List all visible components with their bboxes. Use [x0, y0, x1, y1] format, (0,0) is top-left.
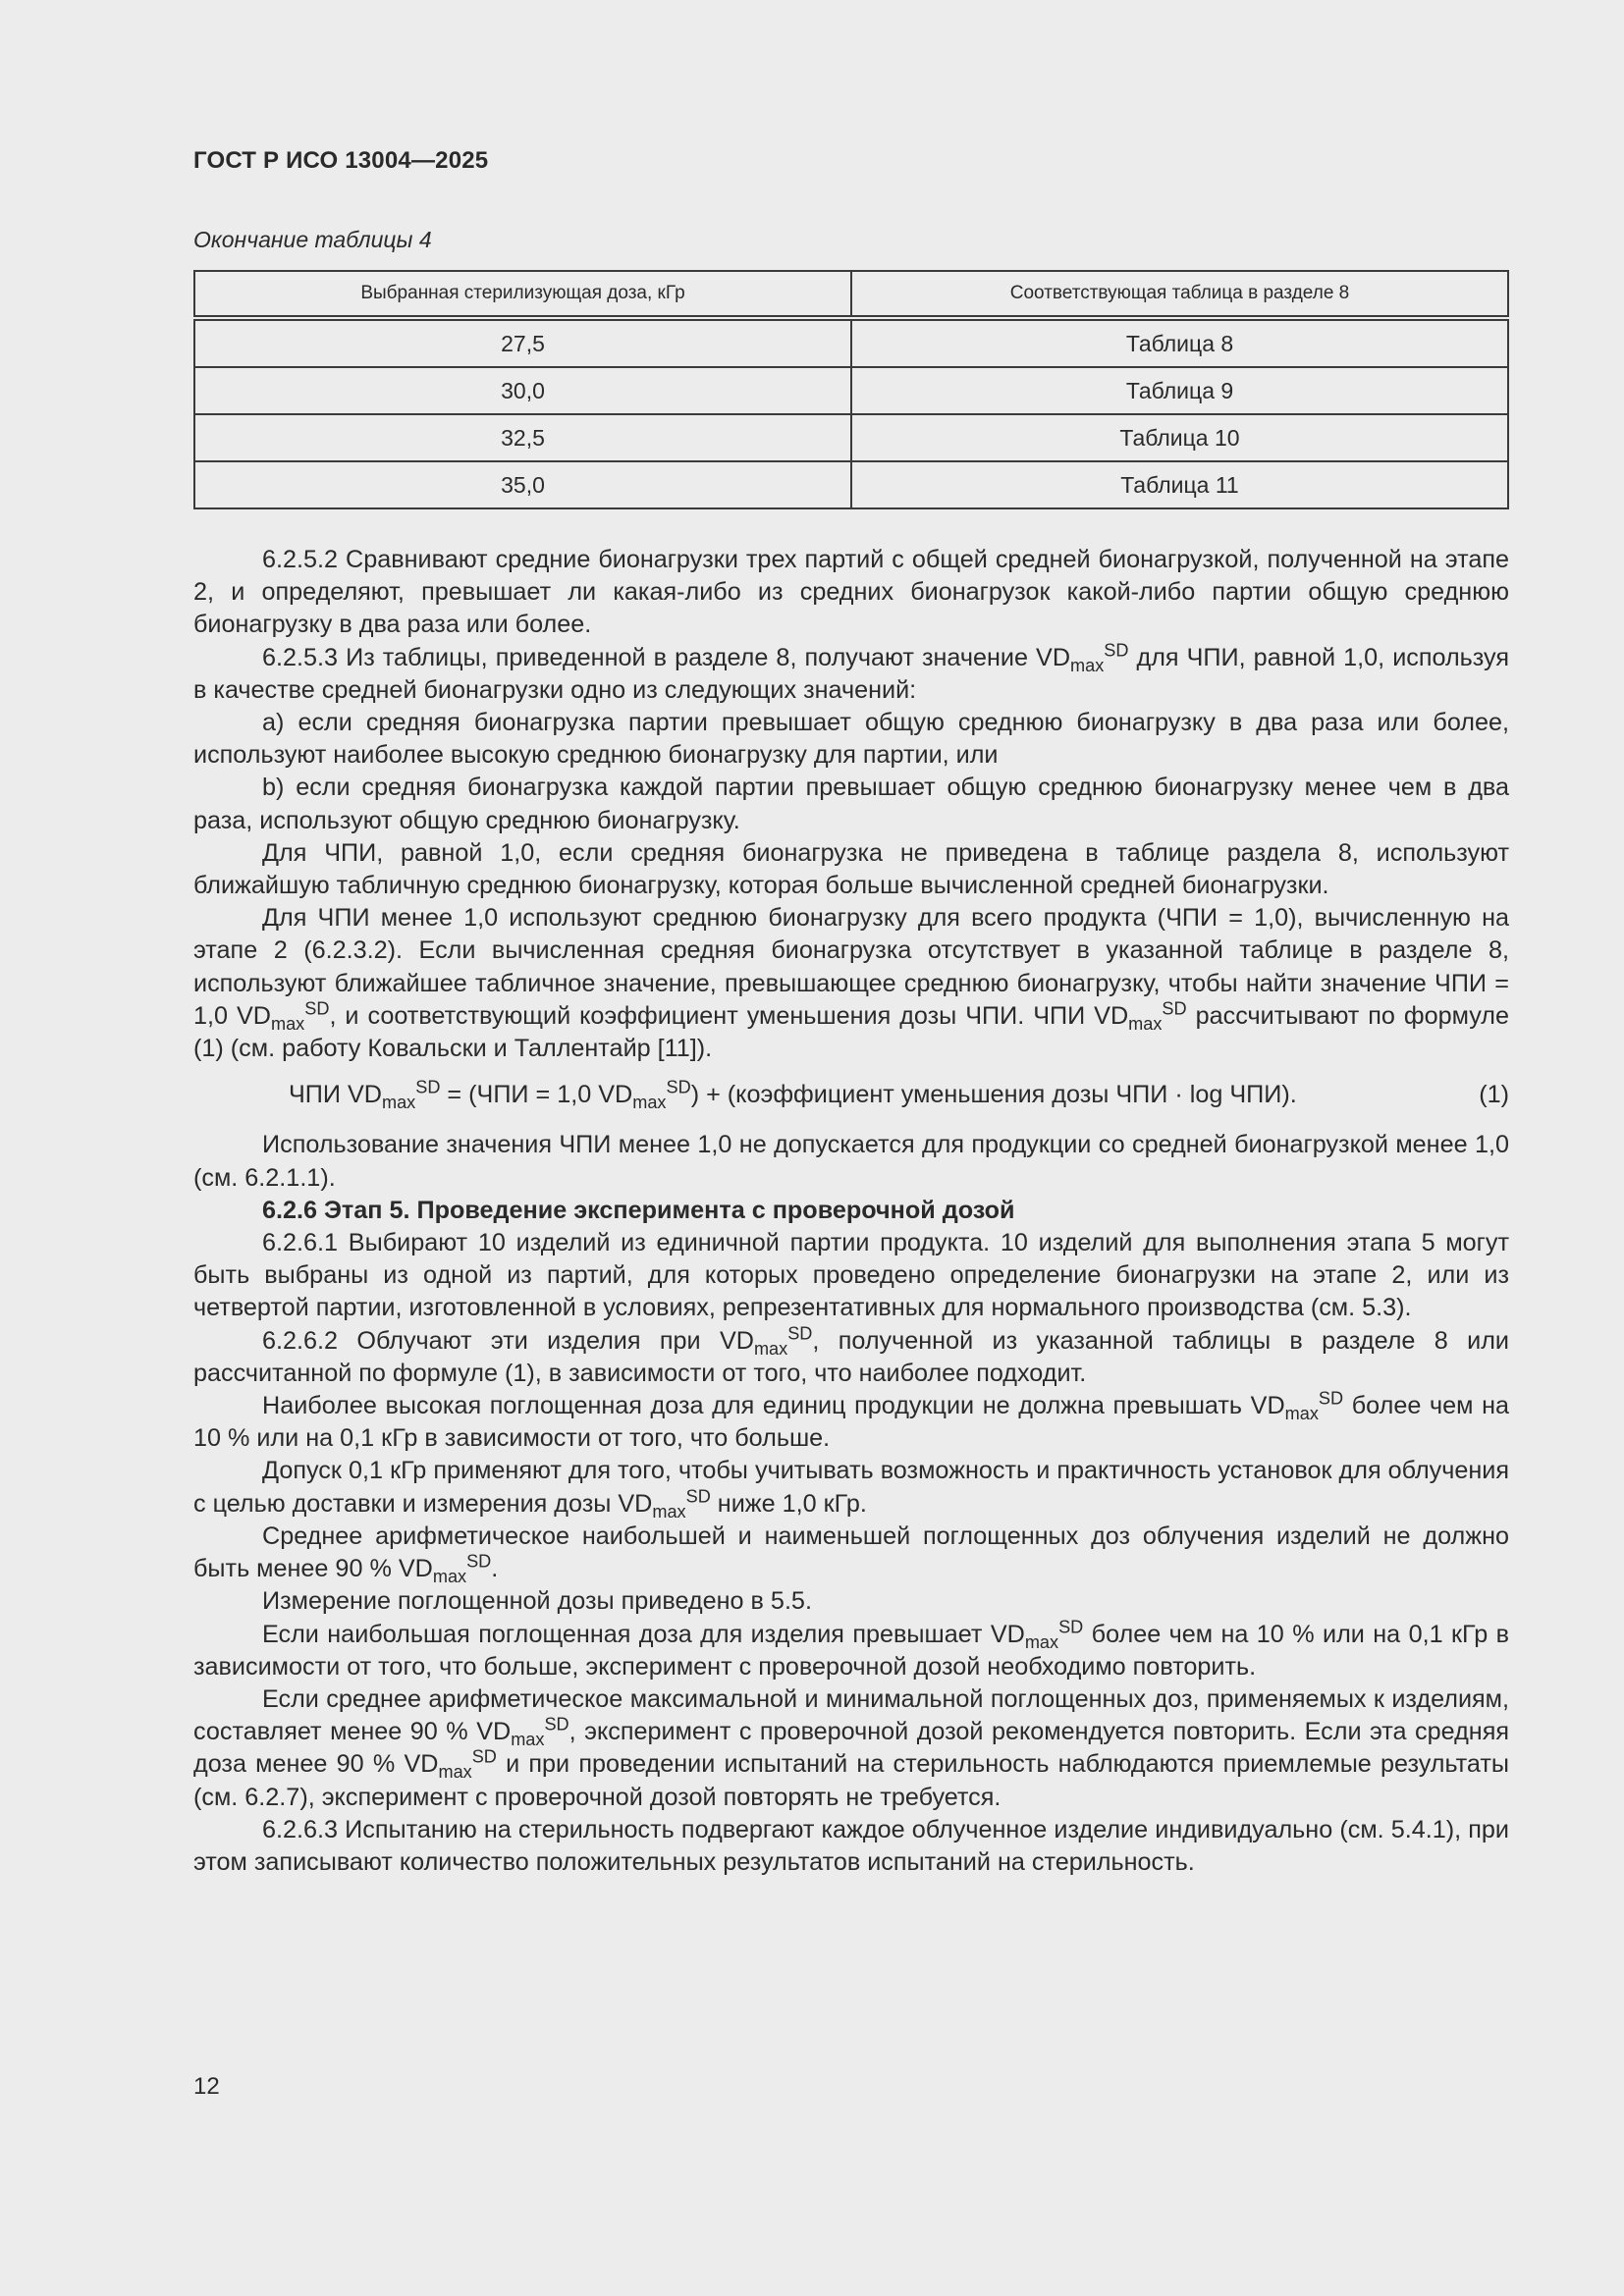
- column-header: Соответствующая таблица в разделе 8: [851, 271, 1508, 318]
- table-ref-cell: Таблица 8: [851, 318, 1508, 367]
- table-row: [194, 414, 1508, 461]
- table-row: [194, 318, 1508, 367]
- list-item-a: a) если средняя бионагрузка партии превышает общую среднюю бионагрузку в два раза или более, используют наиболее высокую среднюю бионагрузку для партии, или: [193, 709, 1509, 770]
- dose-cell: 32,5: [194, 414, 851, 461]
- formula-number: (1): [1479, 1081, 1509, 1109]
- section-heading-6-2-6: 6.2.6 Этап 5. Проведение эксперимента с проверочной дозой: [262, 1196, 1015, 1224]
- paragraph-6-2-5-2: 6.2.5.2 Сравнивают средние бионагрузки трех партий с общей средней бионагрузкой, полученной на этапе 2, и определяют, превышает ли какая-либо из средних бионагрузок какой-либо партии общую среднюю бионагрузку в два раза или более.: [193, 546, 1509, 639]
- table-ref-cell: Таблица 10: [851, 414, 1508, 461]
- paragraph-6-2-5-3: 6.2.5.3 Из таблицы, приведенной в разделе 8, получают значение $VD_{max}^{SD}$ для ЧПИ, равной 1,0, используя в качестве средней бионагрузки одно из следующих значений:: [193, 640, 1509, 704]
- vd-max-sd: $VD_{max}^{SD}$: [398, 1551, 492, 1587]
- vd-max-sd: $VD_{max}^{SD}$: [237, 998, 330, 1034]
- paragraph: Для ЧПИ, равной 1,0, если средняя бионагрузка не приведена в таблице раздела 8, используют ближайшую табличную среднюю бионагрузку, которая больше вычисленной средней бионагрузки.: [193, 838, 1509, 900]
- paragraph: Использование значения ЧПИ менее 1,0 не допускается для продукции со средней бионагрузкой менее 1,0 (см. 6.2.1.1).: [193, 1131, 1509, 1192]
- paragraph: Если среднее арифметическое максимальной и минимальной поглощенных доз, применяемых к изделиям, составляет менее 90 % $VD_{max}^{SD}$, эксперимент с проверочной дозой рекомендуется повторить. Если эта средняя доза менее 90 % $VD_{max}^{SD}$ и при проведении испытаний на стерильность наблюдаются приемлемые результаты (см. 6.2.7), эксперимент с проверочной дозой повторять не требуется.: [193, 1684, 1509, 1811]
- paragraph: Если наибольшая поглощенная доза для изделия превышает $VD_{max}^{SD}$ более чем на 10 % или на 0,1 кГр в зависимости от того, что больше, эксперимент с проверочной дозой необходимо повторить.: [193, 1617, 1510, 1681]
- standard-header: ГОСТ Р ИСО 13004—2025: [193, 147, 489, 174]
- vd-max-sd: $VD_{max}^{SD}$: [348, 1077, 441, 1113]
- table-ref-cell: Таблица 11: [851, 461, 1508, 508]
- vd-max-sd: $VD_{max}^{SD}$: [990, 1617, 1084, 1652]
- paragraph-6-2-6-1: 6.2.6.1 Выбирают 10 изделий из единичной партии продукта. 10 изделий для выполнения этапа 5 могут быть выбраны из одной из партий, для которых проведено определение бионагрузки на этапе 2, или из четвертой партии, изготовленной в условиях, репрезентативных для нормального производства (см. 5.3).: [193, 1229, 1509, 1322]
- vd-max-sd: $VD_{max}^{SD}$: [1036, 640, 1129, 675]
- table-caption: Окончание таблицы 4: [193, 227, 432, 252]
- table-header-row: [194, 271, 1508, 318]
- formula-1: [193, 1079, 1509, 1111]
- vd-max-sd: $VD_{max}^{SD}$: [719, 1323, 813, 1359]
- vd-max-sd: $VD_{max}^{SD}$: [476, 1714, 569, 1750]
- paragraph: Среднее арифметическое наибольшей и наименьшей поглощенных доз облучения изделий не должно быть менее 90 % $VD_{max}^{SD}$.: [193, 1522, 1509, 1587]
- vd-max-sd: $VD_{max}^{SD}$: [1094, 998, 1187, 1034]
- paragraph: Измерение поглощенной дозы приведено в 5.5.: [262, 1587, 812, 1616]
- vd-max-sd: $VD_{max}^{SD}$: [1250, 1388, 1344, 1424]
- paragraph-6-2-6-2: 6.2.6.2 Облучают эти изделия при $VD_{max}^{SD}$, полученной из указанной таблицы в разделе 8 или рассчитанной по формуле (1), в зависимости от того, что наиболее подходит.: [193, 1323, 1509, 1387]
- paragraph: Наиболее высокая поглощенная доза для единиц продукции не должна превышать $VD_{max}^{SD}$ более чем на 10 % или на 0,1 кГр в зависимости от того, что больше.: [193, 1388, 1509, 1453]
- dose-cell: 35,0: [194, 461, 851, 508]
- table-row: [194, 461, 1508, 508]
- list-item-b: b) если средняя бионагрузка каждой партии превышает общую среднюю бионагрузку менее чем в два раза, используют общую среднюю бионагрузку.: [193, 774, 1509, 834]
- page-number: 12: [193, 2073, 220, 2100]
- dose-table: [193, 270, 1509, 509]
- dose-cell: 30,0: [194, 367, 851, 414]
- table-row: [194, 367, 1508, 414]
- vd-max-sd: $VD_{max}^{SD}$: [618, 1486, 711, 1522]
- paragraph-6-2-6-3: 6.2.6.3 Испытанию на стерильность подвергают каждое облученное изделие индивидуально (см. 5.4.1), при этом записывают количество положительных результатов испытаний на стерильность.: [193, 1815, 1509, 1876]
- paragraph: Для ЧПИ менее 1,0 используют среднюю бионагрузку для всего продукта (ЧПИ = 1,0), вычисленную на этапе 2 (6.2.3.2). Если вычисленная средняя бионагрузка отсутствует в указанной таблице в разделе 8, используют ближайшее табличное значение, превышающее среднюю бионагрузку, чтобы найти значение ЧПИ = 1,0 $VD_{max}^{SD}$, и соответствующий коэффициент уменьшения дозы ЧПИ. ЧПИ $VD_{max}^{SD}$ рассчитывают по формуле (1) (см. работу Ковальски и Таллентайр [11]).: [193, 904, 1509, 1063]
- vd-max-sd: $VD_{max}^{SD}$: [404, 1746, 497, 1783]
- dose-cell: 27,5: [194, 318, 851, 367]
- formula-expression: ЧПИ $VD_{max}^{SD} = (ЧПИ = 1,0$ $VD_{max}^{SD}$) + (коэффициент уменьшения дозы ЧПИ · log ЧПИ).: [289, 1077, 1297, 1113]
- vd-max-sd: $VD_{max}^{SD}$: [598, 1077, 691, 1113]
- paragraph: Допуск 0,1 кГр применяют для того, чтобы учитывать возможность и практичность установок для облучения с целью доставки и измерения дозы $VD_{max}^{SD}$ ниже 1,0 кГр.: [193, 1457, 1509, 1522]
- body-text: [193, 544, 1509, 1879]
- column-header: Выбранная стерилизующая доза, кГр: [194, 271, 851, 318]
- table-ref-cell: Таблица 9: [851, 367, 1508, 414]
